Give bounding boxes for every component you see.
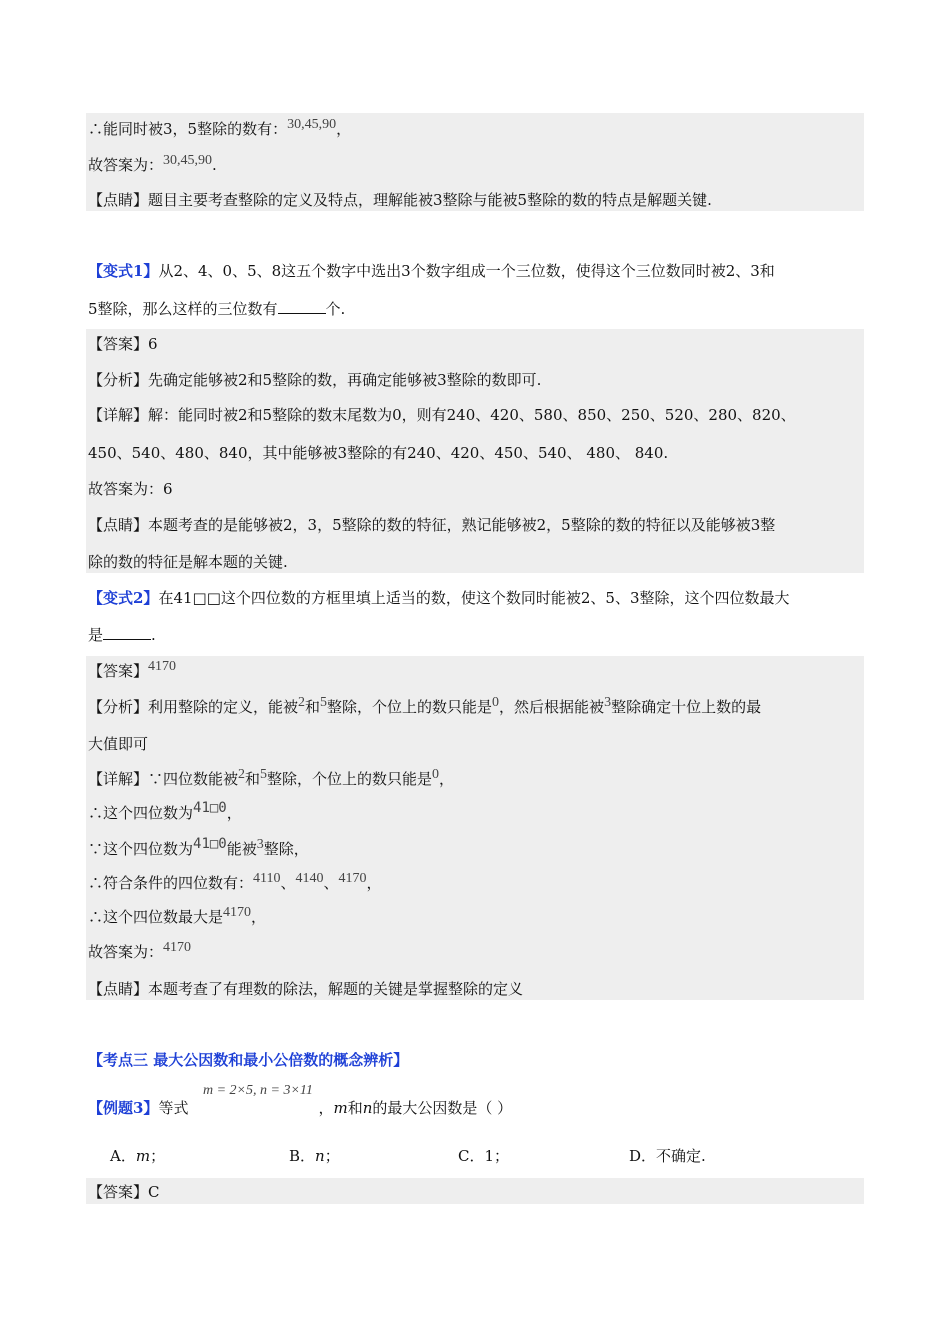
variant1-question-cont: 5整除，那么这样的三位数有 个. (88, 300, 346, 318)
answer-blank (103, 625, 151, 640)
variant2-question: 【变式2】在41□□这个四位数的方框里填上适当的数，使这个数同时能被2、5、3整除，这个四位数最大 (88, 589, 790, 607)
variant1-answer: 【答案】6 (88, 335, 158, 353)
variant2-question-cont: 是 . (88, 626, 156, 644)
variant1-note-cont: 除的数的特征是解本题的关键. (88, 553, 288, 571)
variant1-detail-cont: 450、540、480、840，其中能够被3整除的有240、420、450、540、 480、 840. (88, 444, 669, 462)
variant2-detail: 【详解】∵四位数能被2和5整除，个位上的数只能是0， (88, 767, 455, 788)
variant2-final: 故答案为：4170 (88, 940, 192, 961)
variant2-detail-5: ∴这个四位数最大是4170， (88, 905, 267, 926)
variant2-answer: 【答案】4170 (88, 659, 177, 680)
option-c[interactable]: C．1； (458, 1147, 510, 1165)
variant1-final: 故答案为：6 (88, 480, 173, 498)
variant2-detail-4: ∴符合条件的四位数有：4110、4140、4170， (88, 871, 382, 892)
option-a[interactable]: A．m； (110, 1147, 166, 1165)
variant2-analysis: 【分析】利用整除的定义，能被2和5整除，个位上的数只能是0，然后根据能被3整除确定十位上数的最 (88, 695, 762, 716)
math-expression: 30,45,90 (287, 117, 337, 132)
example3-question: 【例题3】等式 ，m和n的最大公因数是（ ） (88, 1099, 513, 1117)
variant1-tag: 【变式1】 (88, 262, 159, 280)
variant1-analysis: 【分析】先确定能够被2和5整除的数，再确定能够被3整除的数即可. (88, 371, 542, 389)
note-line: 【点睛】题目主要考查整除的定义及特点，理解能被3整除与能被5整除的数的特点是解题关键. (88, 191, 712, 209)
option-b[interactable]: B．n； (289, 1147, 340, 1165)
option-d[interactable]: D．不确定. (629, 1147, 706, 1165)
variant2-detail-3: ∵这个四位数为41□0能被3整除， (88, 836, 309, 858)
answer-block-4-bg (86, 1178, 864, 1204)
example3-tag: 【例题3】 (88, 1099, 159, 1117)
answer-blank (278, 299, 326, 314)
variant1-question: 【变式1】从2、4、0、5、8这五个数字中选出3个数字组成一个三位数，使得这个三位数同时被2、3和 (88, 262, 775, 280)
example3-formula: m = 2×5, n = 3×11 (203, 1083, 313, 1098)
example3-answer: 【答案】C (88, 1183, 160, 1201)
conclusion-line: ∴能同时被3，5整除的数有：30,45,90， (88, 117, 352, 138)
variant2-analysis-cont: 大值即可 (88, 735, 149, 753)
variant1-note: 【点睛】本题考查的是能够被2，3，5整除的数的特征，熟记能够被2，5整除的数的特征以及能够被3整 (88, 516, 776, 534)
section-heading: 【考点三 最大公因数和最小公倍数的概念辨析】 (88, 1051, 409, 1069)
variant2-note: 【点睛】本题考查了有理数的除法，解题的关键是掌握整除的定义 (88, 980, 524, 998)
variant1-detail: 【详解】解：能同时被2和5整除的数末尾数为0，则有240、420、580、850、250、520、280、820、 (88, 406, 796, 424)
variant2-detail-2: ∴这个四位数为41□0， (88, 800, 242, 822)
math-expression: 30,45,90 (163, 153, 213, 168)
variant2-tag: 【变式2】 (88, 589, 159, 607)
final-answer-line: 故答案为：30,45,90. (88, 153, 217, 174)
